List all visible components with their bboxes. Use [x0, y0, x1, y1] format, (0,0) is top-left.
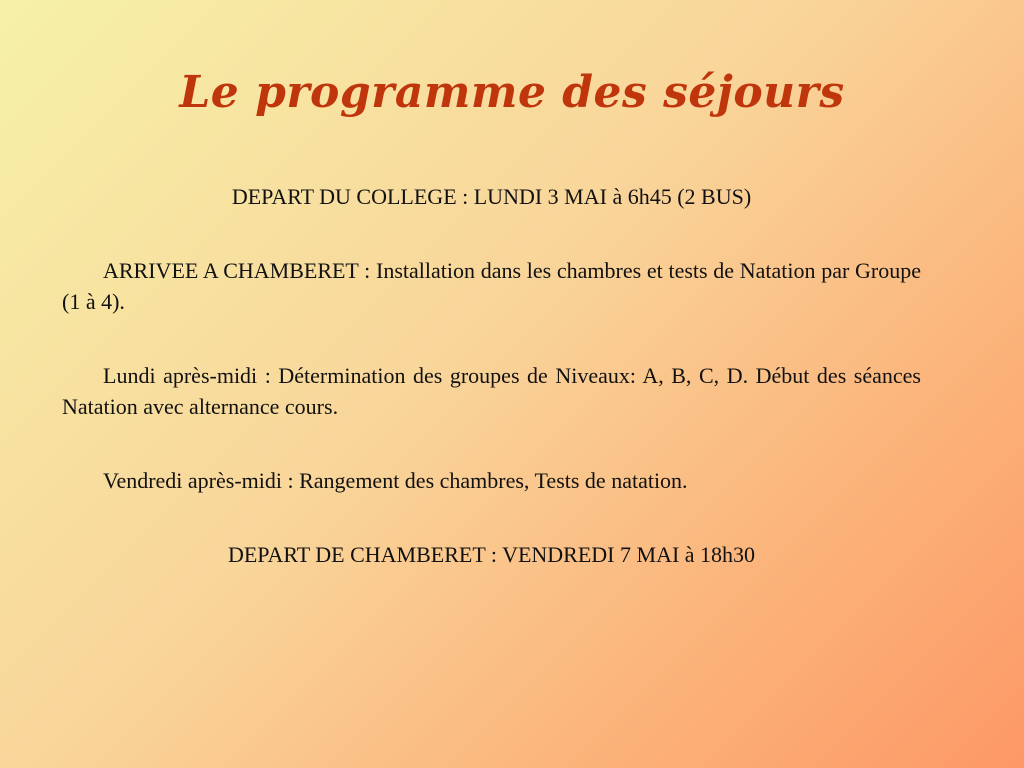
departure-chamberet-text: DEPART DE CHAMBERET : VENDREDI 7 MAI à 18h30 — [227, 542, 756, 567]
monday-afternoon-text: Lundi après-midi : Détermination des groupes de Niveaux: A, B, C, D. Début des séances Natation avec alternance cours. — [62, 363, 921, 419]
slide-body — [62, 181, 921, 570]
arrival-chamberet-text: ARRIVEE A CHAMBERET : Installation dans les chambres et tests de Natation par Groupe (1 à 4). — [62, 258, 921, 314]
departure-college-text: DEPART DU COLLEGE : LUNDI 3 MAI à 6h45 (2 BUS) — [231, 184, 752, 209]
slide-title: Le programme des séjours — [179, 67, 845, 118]
friday-afternoon-text: Vendredi après-midi : Rangement des chambres, Tests de natation. — [103, 468, 688, 493]
